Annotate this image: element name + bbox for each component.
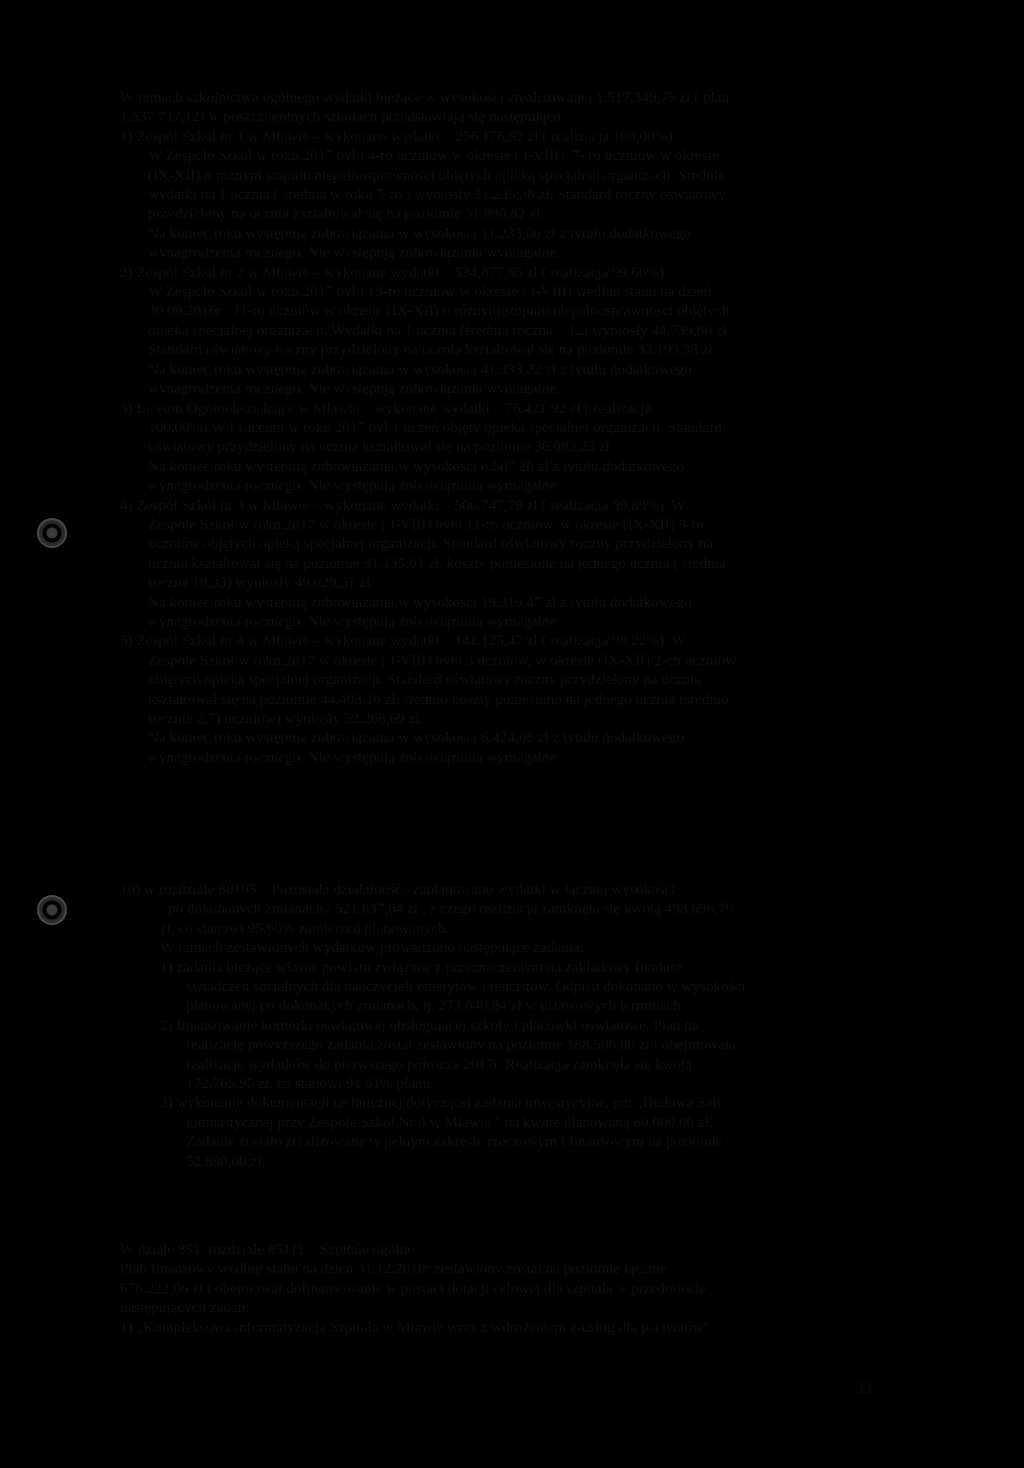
text-line: Plan finansowy według stanu na dzień 31.12.2018r zestawiony został na poziomie łącznie <box>120 1260 668 1278</box>
text-line: wynagrodzenia rocznego. Nie występują zobowiązania wymagalne. <box>148 612 561 630</box>
text-line: następujących zadań: <box>120 1299 250 1317</box>
other-activity-section <box>120 880 890 1171</box>
text-line: rocznie 2,7) uczniów) wyniosły 52.268,69 zł. <box>148 710 424 727</box>
page-number: 33 <box>856 1380 872 1397</box>
text-line: 2) Zespół Szkół nr 2 w Mławie – wykonane wydatki – 534.877,65 zł ( realizacja 99,60%). <box>120 263 668 281</box>
text-line: Na koniec roku występują zobowiązania w wysokości 6.424,06 zł z tytułu dodatkowego <box>148 729 685 747</box>
text-line: kształtował się na poziomie 44.403,16 zł, średnio koszty poniesiono na jednego ucznia (średnio <box>148 690 729 708</box>
text-line: realizację wydatków do pierwszego półrocza 2017r. Realizacja zamknęła się kwotą <box>186 1055 693 1073</box>
text-line: Zespole Szkół w roku 2017 w okresie ( I-VIII) było 11-ro uczniów, w okresie (IX-XII) 9-ro <box>148 515 705 533</box>
text-line: wynagrodzenia rocznego. Nie występują zobowiązania wymagalne. <box>148 380 561 398</box>
text-line: 678.222,06 zł i obejmował dofinansowanie w postaci dotacji celowej dla szpitala w przedmiocie <box>120 1279 707 1297</box>
text-line: 10) w rozdziale 80195 – Pozostała działalność– zaplanowano wydatki w łącznej wysokości <box>120 881 676 898</box>
text-line: wynagrodzenia rocznego. Nie występują zobowiązania wymagalne. <box>148 477 561 495</box>
punch-hole-icon <box>37 518 67 548</box>
hospital-section <box>120 1240 890 1337</box>
text-line: 3) Liceum Ogólnokształcące w Mławie – wykonane wydatki – 76.421,92 zł ( realizacja <box>120 399 652 417</box>
text-line: uczniów objętych opieką specjalnej organizacji. Standard oświatowy roczny przydzielony na <box>148 535 713 553</box>
text-line: świadczeń socjalnych dla nauczycieli emerytów i rencistów. Odpisu dokonano w wysokości <box>186 978 746 996</box>
school-expenses-section <box>120 88 890 767</box>
text-line: (IX-XII) o różnym stopniu niepełnosprawności objętych opieką specjalnej organizacji. Średnie <box>148 166 725 184</box>
text-line: realizację powyższego zadania został zestawiony na poziomie 188.596,80 zł i obejmowała <box>186 1036 736 1054</box>
text-line: opieką specjalnej organizacji. Wydatki na 1 ucznia (średnia roczna – 12) wyniosły 44.739,80 zł. <box>148 321 731 339</box>
text-line: roczna 10,33) wyniosły 49.029,51 zł. <box>148 574 375 592</box>
text-line: Na koniec roku występują zobowiązania w wysokości 41.333,22 zł z tytułu dodatkowego <box>148 360 692 378</box>
text-line: Standard oświatowy roczny przydzielony na ucznia kształtował się na poziomie 32.193,33 zł. <box>148 341 717 359</box>
punch-hole-icon <box>37 895 67 925</box>
text-line: 4) Zespół Szkół nr 3 w Mławie – wykonane wydatki – 506.747,79 zł ( realizacja 99,89%). W <box>120 496 686 514</box>
text-line: Na koniec roku występują zobowiązania w wysokości 19.319,47 zł z tytułu dodatkowego <box>148 593 692 611</box>
text-line: 1.537.717,12) w poszczególnych szkołach przedstawiają się następująco: <box>120 108 565 126</box>
text-line: zł, co stanowi 95,60% zamierzeń planowanych. <box>160 919 450 937</box>
text-line: 172.765,95 zł, co stanowi 91,61% planu. <box>186 1075 435 1093</box>
text-line: W ramach szkolnictwa ogólnego wydatki bieżące w wysokości zrealizowanej 1.517.349,75 zł ( plan <box>120 89 730 106</box>
text-line: wynagrodzenia rocznego. Nie występują zobowiązania wymagalne. <box>148 244 561 262</box>
text-line: 52.890,00 zł. <box>186 1152 266 1170</box>
text-line: 100,00%).W I Liceum w roku 2017 był 1 uczeń objęty opieką specjalnej organizacji. Standard <box>148 418 722 436</box>
text-line: wydatki na 1 ucznia ( średnia w roku 5-ro ) wyniosły 51.235,38 zł. Standard roczny oświatowy <box>148 186 726 204</box>
text-line: W dziale 851, rozdziale 85111 – Szpitale ogólne <box>120 1241 414 1258</box>
text-line: 1) Zespół Szkół nr 1 w Mławie – wykonano wydatki – 256.176,92 zł ( realizacja 100,00%). <box>120 127 677 145</box>
text-line: 2) finansowanie komórki oświatowej obsługującej szkoły i placówki oświatowe. Plan na <box>160 1016 699 1034</box>
text-line: objętych opieką specjalnej organizacji. Standard oświatowy roczny przydzielony na ucznia <box>148 671 702 689</box>
text-line: planowanej po dokonanych zmianach, tj. 273.040,84 zł w ustawowych terminach. <box>186 997 685 1015</box>
text-line: przydzielony na ucznia kształtował się na poziomie 31.890,82 zł. <box>148 205 545 223</box>
text-line: oświatowy przydzielony na ucznia kształtował się na poziomie 36.083,23 zł. <box>148 438 614 456</box>
text-line: wynagrodzenia rocznego. Nie występują zobowiązania wymagalne. <box>148 748 561 766</box>
text-line: 5) Zespół Szkół nr 4 w Mławie – wykonane wydatki – 141.125,47 zł ( realizacja 98,22%). W <box>120 632 686 650</box>
text-line: 30.09.2016r , 11-ro uczniów w okresie (IX-XII) o różnym stopniu niepełnosprawności objętych <box>148 302 730 320</box>
text-line: Zadanie zostało zrealizowane w pełnym zakresie rzeczowym i finansowym na poziomie <box>186 1133 723 1151</box>
text-line: Zespole Szkół w roku 2017 w okresie ( I-VIII) było 3 uczniów, w okresie (IX-XII) 2-ch uczniów <box>148 651 737 669</box>
text-line: Na koniec roku występują zobowiązania w wysokości 11.233,00 zł z tytułu dodatkowego <box>148 224 692 242</box>
text-line: 1) „Kompleksowa informatyzacja Szpitala w Mławie wraz z wdrożeniem e-usług dla pacjentów" <box>120 1318 710 1336</box>
text-line: W Zespole Szkół w roku 2017 było 4-ro uczniów w okresie ( I-VIII), 7- ro uczniów w okresie <box>148 147 719 165</box>
text-line: gimnastycznej przy Zespole Szkół Nr 4 w Mławie " na kwotę planowaną 60.000,00 zł. <box>186 1113 713 1131</box>
text-line: Na koniec roku występują zobowiązania w wysokości 6.507,20 zł z tytułu dodatkowego <box>148 457 685 475</box>
text-line: / po dokonanych zmianach / 521.637,64 zł , z czego realizacja zamknęła się kwotą 498.696,79 <box>160 900 734 918</box>
text-line: ucznia kształtował się na poziomie 31.135,01 zł, koszty poniesione na jednego ucznia ( średnia <box>148 554 726 572</box>
text-line: W ramach zestawionych wydatków prowadzono następujące zadania: <box>160 939 584 957</box>
text-line: 1) zadania bieżące własne powiatu związane z przeznaczeniem na zakładowy fundusz <box>160 958 683 976</box>
text-line: 3) wykonanie dokumentacji technicznej dotyczącej zadania inwestycyjne, pn: „Budowa Sali <box>160 1094 721 1112</box>
text-line: W Zespole Szkół w roku 2017 było 13-ro uczniów w okresie ( I-VIII) według stanu na dzień <box>148 283 712 301</box>
